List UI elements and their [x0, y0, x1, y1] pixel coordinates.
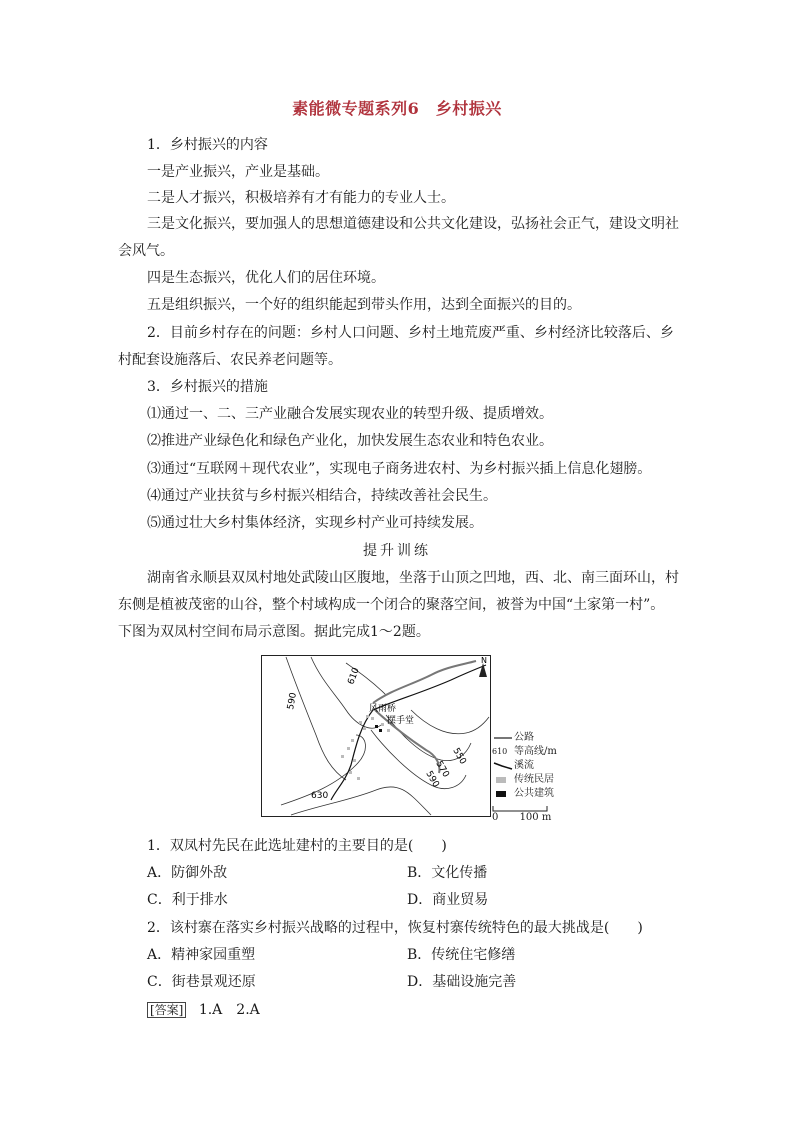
question-stem: 2．该村寨在落实乡村振兴战略的过程中，恢复村寨传统特色的最大挑战是( ): [147, 920, 643, 936]
section1-item: 五是组织振兴，一个好的组织能起到带头作用，达到全面振兴的目的。: [147, 297, 581, 313]
section3-item: ⑵推进产业绿色化和绿色产业化，加快发展生态农业和特色农业。: [147, 433, 553, 449]
section3-item: ⑴通过一、二、三产业融合发展实现农业的转型升级、提质增效。: [147, 406, 553, 422]
option-b: B．传统住宅修缮: [407, 947, 516, 963]
section3-heading: 3．乡村振兴的措施: [147, 379, 268, 395]
option-b: B．文化传播: [407, 865, 488, 881]
option-a: A．精神家园重塑: [147, 947, 256, 963]
section1-item: 二是人才振兴，积极培养有才有能力的专业人士。: [147, 190, 455, 206]
legend-item: 溪流: [492, 759, 557, 773]
section2-line: 2．目前乡村存在的问题：乡村人口问题、乡村土地荒废严重、乡村经济比较落后、乡: [147, 325, 674, 341]
answer-line: [147, 1000, 260, 1020]
page-title: 素能微专题系列6 乡村振兴: [292, 99, 502, 118]
legend-item: 公共建筑: [492, 787, 557, 801]
traditional-house-icon: [492, 775, 514, 785]
answer-label: [答案]: [147, 1002, 186, 1018]
contour-label: 610: [346, 666, 362, 687]
option-d: D．商业贸易: [407, 892, 489, 908]
option-d: D．基础设施完善: [407, 974, 517, 990]
stream-icon: [492, 761, 514, 771]
section1-item: 一是产业振兴，产业是基础。: [147, 164, 329, 180]
section1-item: 三是文化振兴，要加强人的思想道德建设和公共文化建设，弘扬社会正气，建设文明社: [147, 216, 679, 232]
contour-label: 550: [450, 746, 468, 767]
contour-icon: 610: [492, 747, 508, 756]
legend-item: 610 等高线/m: [492, 746, 557, 757]
road-icon: [492, 733, 514, 743]
svg-text:N: N: [481, 656, 487, 665]
place-label: 风雨桥: [369, 704, 397, 714]
place-label: 摆手堂: [387, 716, 415, 726]
section3-item: ⑷通过产业扶贫与乡村振兴相结合，持续改善社会民生。: [147, 488, 497, 504]
contour-label: 630: [311, 791, 329, 801]
option-c: C．街巷景观还原: [147, 974, 256, 990]
section3-item: ⑶通过“互联网＋现代农业”，实现电子商务进农村、为乡村振兴插上信息化翅膀。: [147, 461, 652, 477]
intro-line: 湖南省永顺县双凤村地处武陵山区腹地，坐落于山顶之凹地，西、北、南三面环山，村: [147, 570, 679, 586]
village-layout-map: [261, 655, 491, 817]
public-building-icon: [492, 789, 514, 799]
legend-item: 公路: [492, 731, 557, 745]
contour-label: 590: [286, 691, 299, 711]
section1-item: 会风气。: [118, 243, 174, 259]
question-stem: 1．双凤村先民在此选址建村的主要目的是( ): [147, 838, 447, 854]
section2-line: 村配套设施落后、农民养老问题等。: [118, 352, 342, 368]
answer-text: 1.A 2.A: [198, 1002, 260, 1018]
contour-label: 590: [423, 769, 441, 790]
scale-bar: 0 100 m: [492, 806, 552, 823]
intro-line: 东侧是植被茂密的山谷，整个村域构成一个闭合的聚落空间，被誉为中国“土家第一村”。: [118, 597, 665, 613]
contour-label: 570: [433, 759, 451, 780]
intro-line: 下图为双凤村空间布局示意图。据此完成1～2题。: [118, 624, 430, 640]
section1-heading: 1．乡村振兴的内容: [147, 137, 268, 153]
option-a: A．防御外敌: [147, 865, 228, 881]
map-legend: [492, 731, 557, 801]
option-c: C．利于排水: [147, 892, 228, 908]
training-heading: 提升训练: [363, 543, 431, 559]
section1-item: 四是生态振兴，优化人们的居住环境。: [147, 270, 385, 286]
section3-item: ⑸通过壮大乡村集体经济，实现乡村产业可持续发展。: [147, 515, 483, 531]
legend-item: 传统民居: [492, 773, 557, 787]
